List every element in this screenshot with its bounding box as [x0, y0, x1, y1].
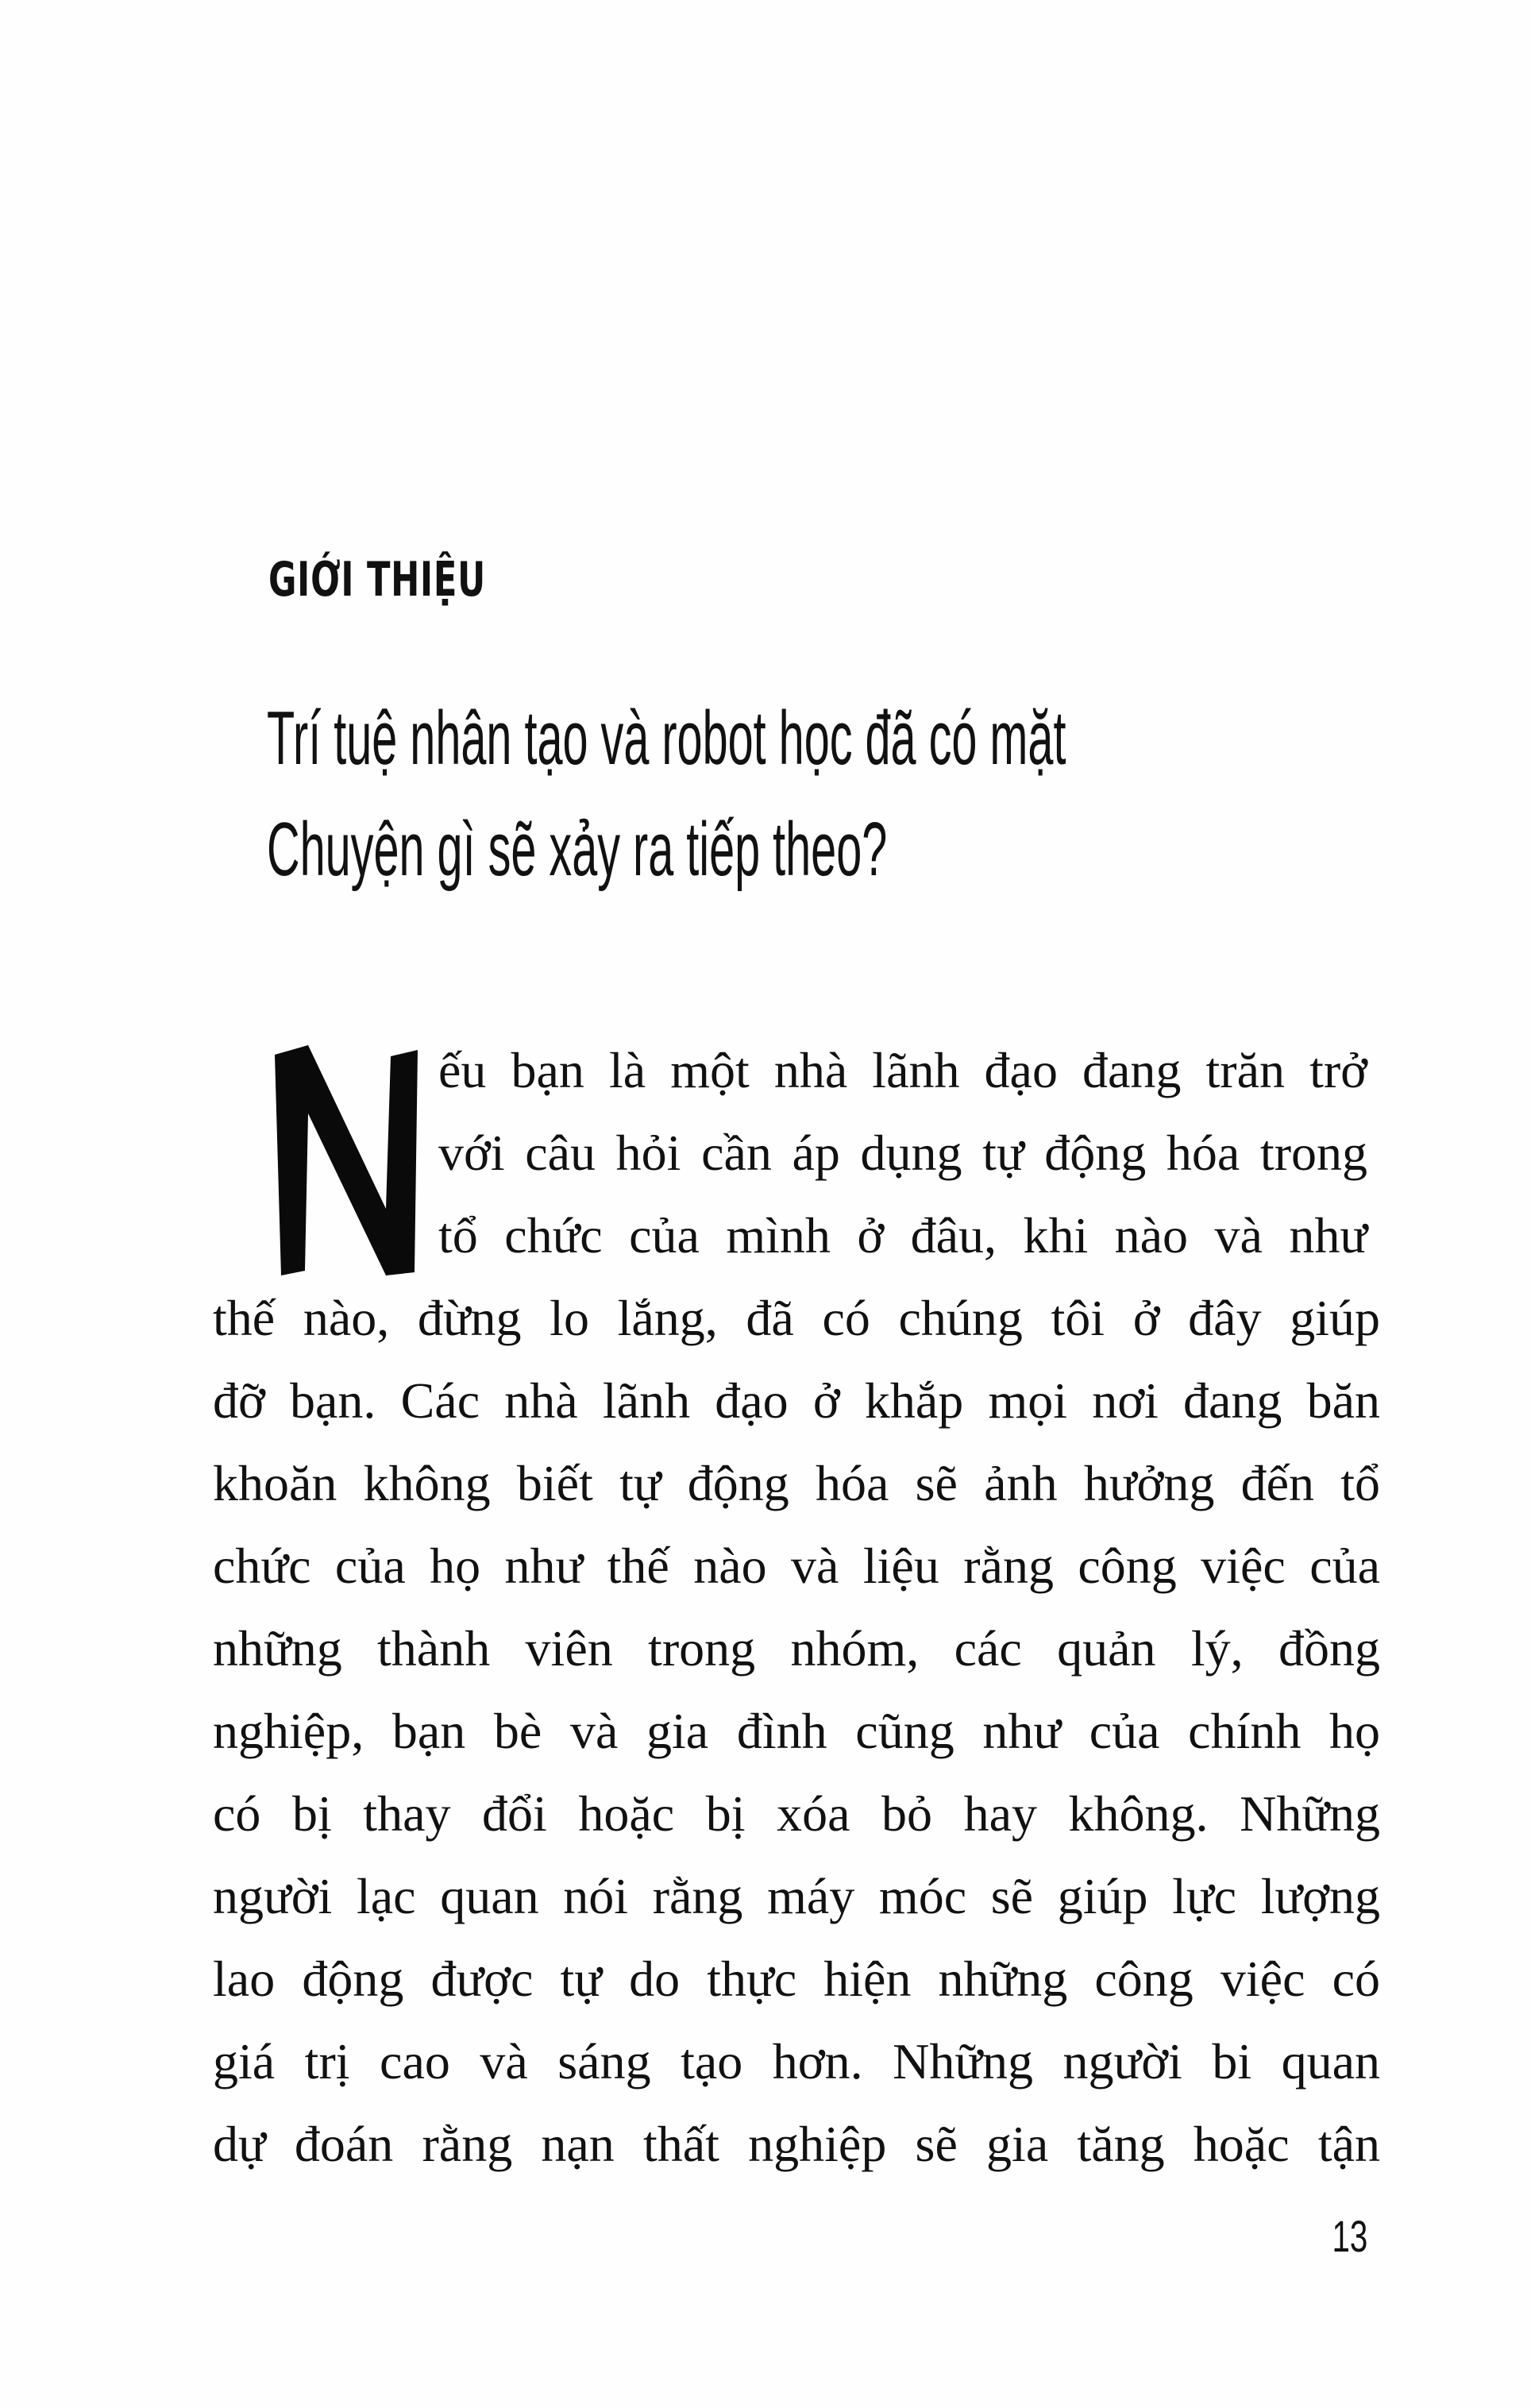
paragraph-body [213, 1277, 1380, 2186]
subtitle-line-2: Chuyện gì sẽ xảy ra tiếp theo? [267, 807, 888, 892]
body-line: dự đoán rằng nạn thất nghiệp sẽ gia tăng hoặc tận [213, 2116, 1380, 2172]
body-line: giá trị cao và sáng tạo hơn. Những người bi quan [213, 2033, 1380, 2090]
body-line: thế nào, đừng lo lắng, đã có chúng tôi ở đây giúp [213, 1290, 1380, 1346]
body-line: những thành viên trong nhóm, các quản lý, đồng [213, 1620, 1380, 1677]
indented-paragraph-start [438, 1029, 1367, 1277]
body-line: lao động được tự do thực hiện những công việc có [213, 1951, 1380, 2007]
body-line: chức của họ như thế nào và liệu rằng công việc của [213, 1538, 1380, 1594]
body-line: với câu hỏi cần áp dụng tự động hóa trong [438, 1125, 1367, 1181]
page-number: 13 [1332, 2211, 1367, 2261]
body-line: có bị thay đổi hoặc bị xóa bỏ hay không. Những [213, 1785, 1380, 1842]
chapter-subtitle [267, 683, 1066, 905]
section-label: GIỚI THIỆU [268, 552, 486, 608]
body-line: đỡ bạn. Các nhà lãnh đạo ở khắp mọi nơi đang băn [213, 1372, 1380, 1429]
body-line: khoăn không biết tự động hóa sẽ ảnh hưởng đến tổ [213, 1455, 1380, 1511]
drop-cap [267, 1040, 426, 1279]
body-line: nghiệp, bạn bè và gia đình cũng như của chính họ [213, 1703, 1380, 1759]
body-line: tổ chức của mình ở đâu, khi nào và như [438, 1207, 1367, 1264]
subtitle-line-1: Trí tuệ nhân tạo và robot học đã có mặt [267, 696, 1066, 781]
body-line: người lạc quan nói rằng máy móc sẽ giúp lực lượng [213, 1868, 1380, 1924]
body-line: ếu bạn là một nhà lãnh đạo đang trăn trở [438, 1042, 1367, 1098]
